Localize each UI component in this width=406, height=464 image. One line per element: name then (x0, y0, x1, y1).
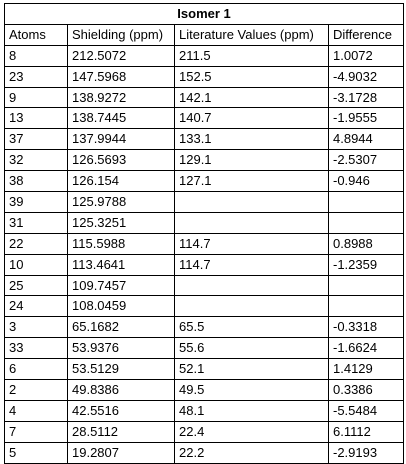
cell-difference: -4.9032 (329, 66, 404, 87)
cell-difference: 6.1112 (329, 421, 404, 442)
cell-literature: 211.5 (175, 45, 329, 66)
table-row (5, 45, 404, 66)
cell-shielding: 147.5968 (68, 66, 175, 87)
header-atoms: Atoms (5, 24, 68, 45)
cell-atom: 38 (5, 171, 68, 192)
cell-difference: -0.946 (329, 171, 404, 192)
table-row (5, 400, 404, 421)
cell-shielding: 138.7445 (68, 108, 175, 129)
cell-atom: 8 (5, 45, 68, 66)
table-row (5, 254, 404, 275)
cell-literature (175, 192, 329, 213)
table-title-row (5, 4, 404, 25)
cell-literature: 49.5 (175, 380, 329, 401)
cell-difference: -2.5307 (329, 150, 404, 171)
table-row (5, 338, 404, 359)
table-row (5, 233, 404, 254)
table-row (5, 129, 404, 150)
cell-literature: 52.1 (175, 359, 329, 380)
cell-difference (329, 212, 404, 233)
cell-difference: 1.4129 (329, 359, 404, 380)
cell-atom: 2 (5, 380, 68, 401)
cell-atom: 6 (5, 359, 68, 380)
cell-shielding: 65.1682 (68, 317, 175, 338)
cell-shielding: 42.5516 (68, 400, 175, 421)
cell-shielding: 126.5693 (68, 150, 175, 171)
cell-atom: 31 (5, 212, 68, 233)
cell-difference: -5.5484 (329, 400, 404, 421)
table-row (5, 171, 404, 192)
cell-atom: 37 (5, 129, 68, 150)
cell-atom: 4 (5, 400, 68, 421)
cell-difference: -1.9555 (329, 108, 404, 129)
cell-atom: 23 (5, 66, 68, 87)
table-row (5, 108, 404, 129)
table-row (5, 150, 404, 171)
cell-literature: 129.1 (175, 150, 329, 171)
cell-literature: 22.4 (175, 421, 329, 442)
cell-shielding: 108.0459 (68, 296, 175, 317)
table-row (5, 66, 404, 87)
table-row (5, 442, 404, 463)
cell-literature: 48.1 (175, 400, 329, 421)
cell-shielding: 113.4641 (68, 254, 175, 275)
cell-shielding: 125.9788 (68, 192, 175, 213)
cell-atom: 10 (5, 254, 68, 275)
cell-atom: 33 (5, 338, 68, 359)
cell-atom: 3 (5, 317, 68, 338)
cell-literature: 152.5 (175, 66, 329, 87)
table-row (5, 212, 404, 233)
cell-atom: 25 (5, 275, 68, 296)
cell-shielding: 138.9272 (68, 87, 175, 108)
cell-literature: 114.7 (175, 233, 329, 254)
cell-shielding: 126.154 (68, 171, 175, 192)
header-difference: Difference (329, 24, 404, 45)
cell-literature: 133.1 (175, 129, 329, 150)
table-row (5, 421, 404, 442)
table-row (5, 296, 404, 317)
cell-literature: 142.1 (175, 87, 329, 108)
cell-literature: 22.2 (175, 442, 329, 463)
table-row (5, 359, 404, 380)
cell-atom: 22 (5, 233, 68, 254)
cell-difference: 0.8988 (329, 233, 404, 254)
cell-shielding: 109.7457 (68, 275, 175, 296)
cell-literature: 55.6 (175, 338, 329, 359)
table-row (5, 275, 404, 296)
cell-atom: 13 (5, 108, 68, 129)
table-row (5, 380, 404, 401)
cell-shielding: 212.5072 (68, 45, 175, 66)
cell-difference: -2.9193 (329, 442, 404, 463)
cell-literature (175, 275, 329, 296)
cell-literature: 127.1 (175, 171, 329, 192)
cell-literature: 65.5 (175, 317, 329, 338)
cell-shielding: 125.3251 (68, 212, 175, 233)
cell-difference: 1.0072 (329, 45, 404, 66)
cell-shielding: 115.5988 (68, 233, 175, 254)
cell-shielding: 53.9376 (68, 338, 175, 359)
cell-literature (175, 212, 329, 233)
cell-shielding: 53.5129 (68, 359, 175, 380)
cell-difference: 4.8944 (329, 129, 404, 150)
cell-difference: -0.3318 (329, 317, 404, 338)
cell-atom: 32 (5, 150, 68, 171)
cell-atom: 39 (5, 192, 68, 213)
cell-difference (329, 296, 404, 317)
cell-atom: 5 (5, 442, 68, 463)
cell-difference: 0.3386 (329, 380, 404, 401)
table-row (5, 317, 404, 338)
isomer-table (4, 3, 404, 464)
cell-atom: 24 (5, 296, 68, 317)
table-title: Isomer 1 (5, 4, 404, 25)
cell-atom: 7 (5, 421, 68, 442)
table-row (5, 192, 404, 213)
cell-shielding: 19.2807 (68, 442, 175, 463)
cell-difference (329, 275, 404, 296)
cell-shielding: 28.5112 (68, 421, 175, 442)
cell-shielding: 49.8386 (68, 380, 175, 401)
cell-difference: -3.1728 (329, 87, 404, 108)
cell-literature (175, 296, 329, 317)
cell-atom: 9 (5, 87, 68, 108)
cell-difference: -1.2359 (329, 254, 404, 275)
table-row (5, 87, 404, 108)
table-body (5, 45, 404, 463)
cell-literature: 140.7 (175, 108, 329, 129)
cell-shielding: 137.9944 (68, 129, 175, 150)
cell-difference (329, 192, 404, 213)
header-shielding: Shielding (ppm) (68, 24, 175, 45)
cell-difference: -1.6624 (329, 338, 404, 359)
header-literature-values: Literature Values (ppm) (175, 24, 329, 45)
cell-literature: 114.7 (175, 254, 329, 275)
table-header-row (5, 24, 404, 45)
